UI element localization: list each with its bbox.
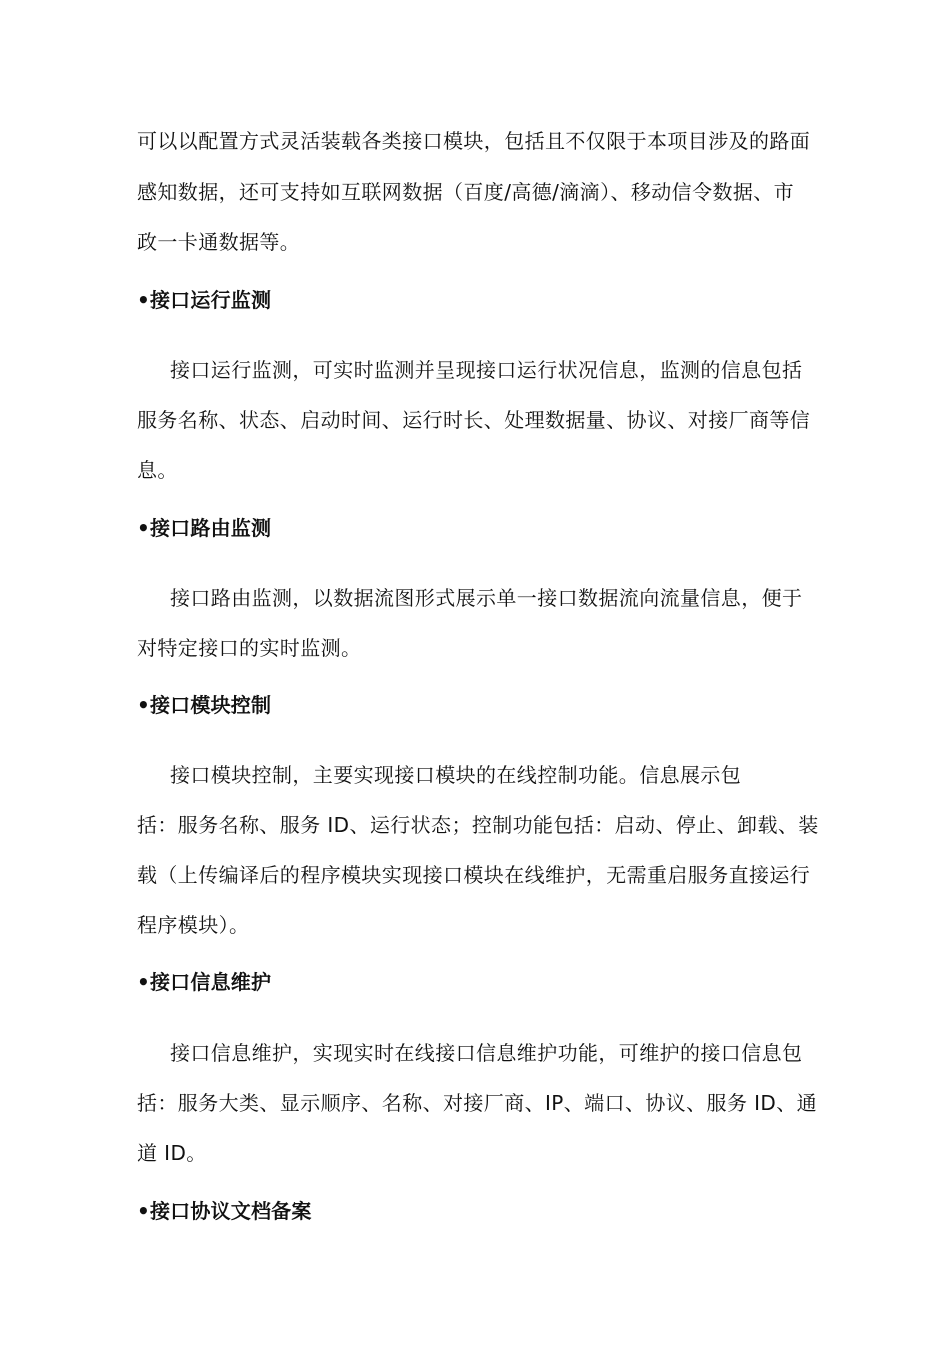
paragraph-line: 接口路由监测，以数据流图形式展示单一接口数据流向流量信息，便于 (170, 586, 803, 610)
paragraph-line: 接口信息维护，实现实时在线接口信息维护功能，可维护的接口信息包 (170, 1041, 803, 1065)
paragraph-line: 接口运行监测，可实时监测并呈现接口运行状况信息，监测的信息包括 (170, 358, 803, 382)
paragraph-line: 服务名称、状态、启动时间、运行时长、处理数据量、协议、对接厂商等信 (137, 408, 811, 432)
paragraph-line: 对特定接口的实时监测。 (137, 636, 362, 660)
paragraph-line: 括：服务大类、显示顺序、名称、对接厂商、IP、端口、协议、服务 ID、通 (137, 1091, 818, 1115)
section-heading-run-monitoring: •接口运行监测 (137, 288, 272, 312)
paragraph-line: 息。 (137, 458, 178, 482)
section-heading-protocol-archive: •接口协议文档备案 (137, 1199, 312, 1223)
paragraph-line: 道 ID。 (137, 1141, 207, 1165)
paragraph-line: 程序模块）。 (137, 913, 250, 937)
paragraph-line: 可以以配置方式灵活装载各类接口模块，包括且不仅限于本项目涉及的路面 (137, 129, 811, 153)
paragraph-line: 感知数据，还可支持如互联网数据（百度/高德/滴滴）、移动信令数据、市 (137, 180, 795, 204)
paragraph-line: 政一卡通数据等。 (137, 230, 301, 254)
section-heading-info-maintenance: •接口信息维护 (137, 970, 272, 994)
section-heading-route-monitoring: •接口路由监测 (137, 516, 272, 540)
paragraph-line: 括：服务名称、服务 ID、运行状态；控制功能包括：启动、停止、卸载、装 (137, 813, 819, 837)
paragraph-line: 接口模块控制，主要实现接口模块的在线控制功能。信息展示包 (170, 763, 742, 787)
section-heading-module-control: •接口模块控制 (137, 693, 272, 717)
paragraph-line: 载（上传编译后的程序模块实现接口模块在线维护，无需重启服务直接运行 (137, 863, 811, 887)
